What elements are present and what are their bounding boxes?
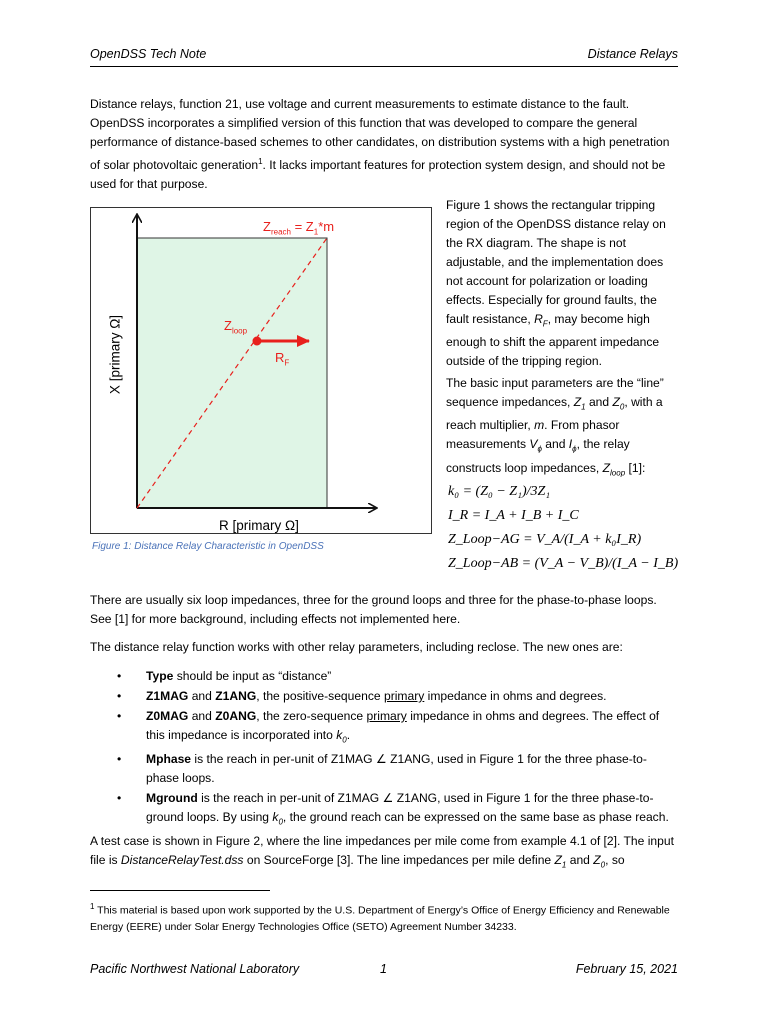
footer-date: February 15, 2021 (575, 962, 678, 976)
intro-text-after: . It lacks important features for protection system design, and should not be used for that purpose. (90, 158, 666, 192)
x-axis-label: R [primary Ω] (219, 518, 299, 533)
intro-paragraph (90, 95, 680, 194)
intro-text: Distance relays, function 21, use voltage and current measurements to estimate distance to the fault. OpenDSS incorporates a simplified version of this function that was developed to compare the general performance of distance-based schemes to other candidates, on distribution systems with a high penetration of solar photovoltaic generation (90, 97, 670, 173)
rx-diagram (91, 208, 431, 533)
equation-zloop-ag: Z_Loop−AG = V_A/(I_A + k₀I_R) (448, 532, 642, 547)
header-rule (90, 66, 678, 67)
side-paragraph-1: Figure 1 shows the rectangular tripping region of the OpenDSS distance relay on the RX diagram. The shape is not adjustable, and the implementation does not account for polarization or loading effects. Especially for ground faults, the fault resistance, $R_F$, may become high enough to shift the apparent impedance outside of the tripping region. (446, 198, 666, 369)
list-item-type: • Type should be input as “distance” (117, 669, 332, 683)
rf-label: $R_F$ (275, 350, 290, 368)
zloop-point (253, 337, 262, 346)
footnote-rule (90, 890, 270, 891)
footnote-ref[interactable]: 1 (258, 157, 263, 166)
list-item-z0: • Z0MAG and Z0ANG, the zero-sequence primary impedance in ohms and degrees. The effect of this impedance is incorporated into $k_0$. (117, 709, 660, 745)
side-paragraph-2: The basic input parameters are the “line” sequence impedances, $Z_1$ and $Z_0$, with a reach multiplier, m. From phasor measurements $V_\phi$ and $I_\phi$, the relay constructs loop impedances, $Z_{loop}$ [1]: (446, 376, 664, 478)
footer-org: Pacific Northwest National Laboratory (90, 962, 300, 976)
equation-k0: k₀ = (Z₀ − Z₁)/3Z₁ (448, 484, 551, 499)
zreach-label: $Z_{reach} = Z_1*m$ (263, 219, 335, 237)
test-case-paragraph: A test case is shown in Figure 2, where the line impedances per mile come from example 4.1 of [2]. The input file is DistanceRelayTest.dss on SourceForge [3]. The line impedances per mile define $Z_1$ and $Z_0$, so (90, 834, 674, 870)
footnote: $^1$ This material is based upon work supported by the U.S. Department of Energy’s Office of Energy Efficiency and Renewable Energy (EERE) under Solar Energy Technologies Office (SETO) Agreement Number 34233. (90, 902, 670, 933)
page-number: 1 (380, 962, 387, 976)
parameter-list (117, 667, 670, 833)
equation-ir: I_R = I_A + I_B + I_C (448, 508, 579, 523)
figure-caption: Figure 1: Distance Relay Characteristic in OpenDSS (92, 541, 324, 552)
figure-1 (90, 207, 432, 534)
equation-zloop-ab: Z_Loop−AB = (V_A − V_B)/(I_A − I_B) (448, 556, 679, 571)
header-doc-title: OpenDSS Tech Note (90, 47, 207, 61)
params-paragraph: The distance relay function works with other relay parameters, including reclose. The new ones are: (90, 640, 623, 654)
zloop-label: $Z_{loop}$ (224, 318, 248, 336)
y-axis-label: X [primary Ω] (107, 314, 123, 395)
header-section-title: Distance Relays (587, 47, 678, 61)
loops-paragraph: There are usually six loop impedances, three for the ground loops and three for the phase-to-phase loops. See [1] for more background, including effects not implemented here. (90, 593, 657, 626)
list-item-z1: • Z1MAG and Z1ANG, the positive-sequence primary impedance in ohms and degrees. (117, 689, 607, 703)
list-item-mground: • Mground is the reach in per-unit of Z1MAG ∠ Z1ANG, used in Figure 1 for the three phase-to-ground loops. By using $k_0$, the ground reach can be expressed on the same base as phase reach. (117, 791, 669, 827)
list-item-mphase: • Mphase is the reach in per-unit of Z1MAG ∠ Z1ANG, used in Figure 1 for the three phase-to-phase loops. (117, 752, 647, 786)
file-name: DistanceRelayTest.dss (120, 853, 244, 867)
